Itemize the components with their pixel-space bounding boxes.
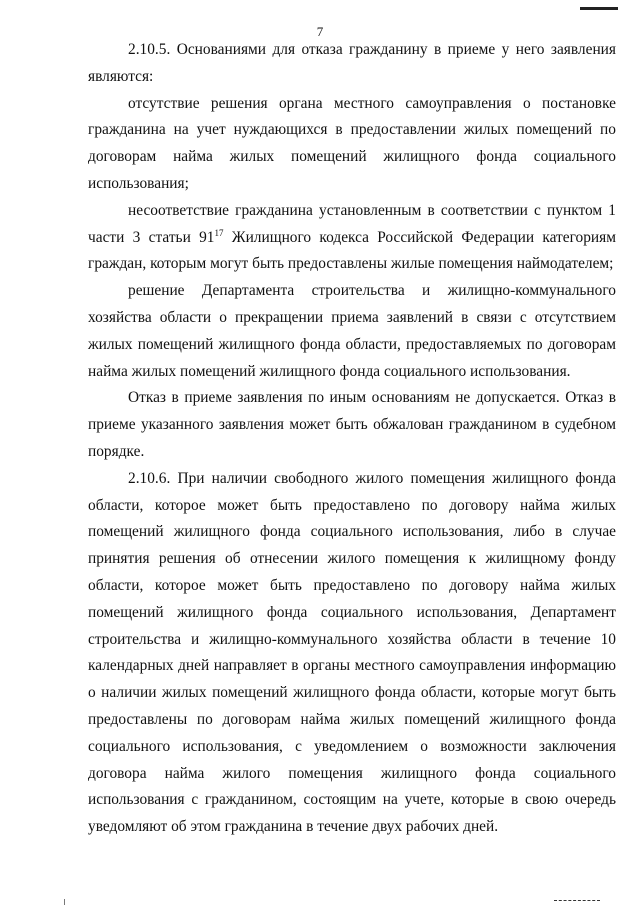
paragraph-2-10-6: 2.10.6. При наличии свободного жилого помещения жилищного фонда области, которое может быть предоставлено по договору найма жилых помещений жилищного фонда социального использования, либо в случае принятия решения об отнесении жилого помещения к жилищному фонду области, которое может быть предоставлено по договору найма жилых помещений жилищного фонда социального использования, Департамент строительства и жилищно-коммунального хозяйства области в течение 10 календарных дней направляет в органы местного самоуправления информацию о наличии жилых помещений жилищного фонда области, которые могут быть предоставлены по договорам найма жилых помещений жилищного фонда социального использования, с уведомлением о возможности заключения договора найма жилого помещения жилищного фонда социального использования с гражданином, состоящим на учете, которые в свою очередь уведомляют об этом гражданина в течение двух рабочих дней. bbox=[88, 469, 616, 836]
nonconformity-text-end: Жилищного кодекса Российской Федерации категориям граждан, которым могут быть предоставлены жилые помещения наймодателем; bbox=[88, 228, 616, 273]
scan-bottom-left-mark bbox=[64, 899, 65, 905]
nonconformity-text-start: несоответствие гражданина установленным в соответствии с пунктом 1 части 3 статьи 91 bbox=[88, 201, 616, 246]
paragraph-nonconformity bbox=[88, 198, 616, 278]
document-body bbox=[88, 37, 616, 841]
scan-corner-mark bbox=[580, 0, 618, 10]
page-number: 7 bbox=[316, 24, 324, 39]
paragraph-other-grounds: Отказ в приеме заявления по иным основаниям не допускается. Отказ в приеме указанного заявления может быть обжалован гражданином в судебном порядке. bbox=[88, 389, 616, 460]
paragraph-no-decision: отсутствие решения органа местного самоуправления о постановке гражданина на учет нуждающихся в предоставлении жилых помещений по договорам найма жилых помещений жилищного фонда социального использования; bbox=[88, 94, 616, 192]
scan-bottom-right-mark bbox=[554, 900, 600, 901]
article-superscript: 17 bbox=[214, 227, 224, 238]
paragraph-2-10-5: 2.10.5. Основаниями для отказа гражданину в приеме у него заявления являются: bbox=[88, 41, 616, 85]
paragraph-department-decision: решение Департамента строительства и жилищно-коммунального хозяйства области о прекращении приема заявлений в связи с отсутствием жилых помещений жилищного фонда области, предоставляемых по договорам найма жилых помещений жилищного фонда социального использования. bbox=[88, 282, 616, 380]
